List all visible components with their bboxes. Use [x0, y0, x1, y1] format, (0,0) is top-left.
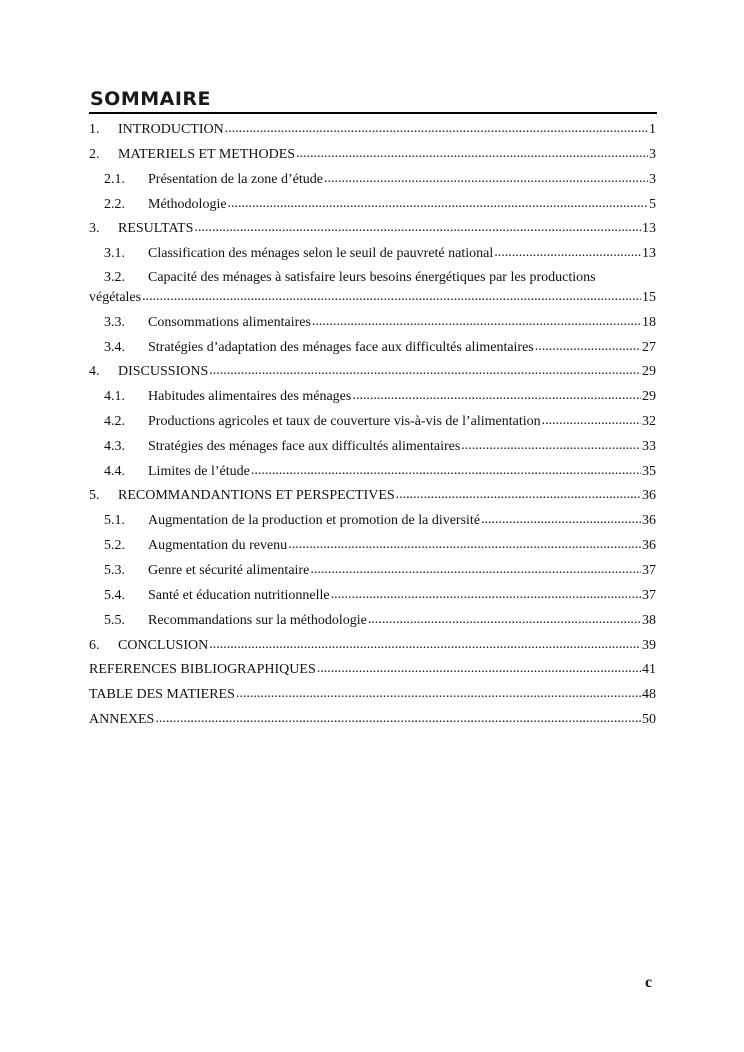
toc-text: Stratégies des ménages face aux difficultés alimentaires: [148, 439, 461, 454]
toc-number: 2.: [89, 147, 100, 162]
toc-page: 3: [649, 147, 656, 162]
toc-number: 1.: [89, 122, 100, 137]
toc-number: 3.3.: [104, 315, 125, 330]
toc-entry[interactable]: [89, 245, 656, 263]
toc-text: Capacité des ménages à satisfaire leurs besoins énergétiques par les productions: [148, 270, 596, 285]
toc-leader: [324, 171, 648, 183]
toc-text: RECOMMANDANTIONS ET PERSPECTIVES: [118, 488, 395, 503]
toc-text: DISCUSSIONS: [118, 364, 209, 379]
toc-number: 4.4.: [104, 464, 125, 479]
toc-text: MATERIELS ET METHODES: [118, 147, 296, 162]
toc-page: 35: [642, 464, 656, 479]
toc-page: 29: [642, 364, 656, 379]
page-number-footer: c: [645, 974, 653, 991]
toc-number: 5.5.: [104, 613, 125, 628]
toc-leader: [209, 363, 641, 375]
toc-text: Limites de l’étude: [148, 464, 250, 479]
toc-number: 2.2.: [104, 197, 125, 212]
toc-entry-first-line[interactable]: [89, 270, 656, 288]
toc-leader: [155, 711, 641, 723]
toc-entry[interactable]: [89, 438, 656, 456]
toc-page: 27: [642, 340, 656, 355]
toc-leader: [288, 537, 641, 549]
toc-entry[interactable]: [89, 487, 656, 505]
toc-text: Genre et sécurité alimentaire: [148, 563, 310, 578]
toc-page: 50: [642, 712, 656, 727]
toc-page: 38: [642, 613, 656, 628]
toc-entry[interactable]: [89, 339, 656, 357]
toc-text: ANNEXES: [89, 712, 155, 727]
toc-leader: [142, 289, 641, 301]
toc-page: 15: [642, 290, 656, 305]
toc-page: 36: [642, 538, 656, 553]
toc-entry[interactable]: [89, 512, 656, 530]
toc-entry[interactable]: [89, 661, 656, 679]
toc-leader: [228, 196, 648, 208]
toc-entry[interactable]: [89, 537, 656, 555]
toc-number: 5.: [89, 488, 100, 503]
toc-entry[interactable]: [89, 463, 656, 481]
toc-leader: [251, 463, 641, 475]
toc-leader: [352, 388, 641, 400]
toc-entry[interactable]: [89, 413, 656, 431]
toc-page: 37: [642, 563, 656, 578]
toc-leader: [296, 146, 648, 158]
toc-leader: [310, 562, 641, 574]
toc-leader: [461, 438, 641, 450]
toc-entry[interactable]: [89, 587, 656, 605]
toc-number: 3.1.: [104, 246, 125, 261]
toc-text: Augmentation du revenu: [148, 538, 288, 553]
toc-page: 37: [642, 588, 656, 603]
toc-page: 29: [642, 389, 656, 404]
toc-text: Stratégies d’adaptation des ménages face aux difficultés alimentaires: [148, 340, 534, 355]
toc-page: 3: [649, 172, 656, 187]
toc-entry[interactable]: [89, 146, 656, 164]
toc-page: 41: [642, 662, 656, 677]
toc-entry[interactable]: [89, 686, 656, 704]
toc-text: Santé et éducation nutritionnelle: [148, 588, 330, 603]
toc-leader: [481, 512, 641, 524]
toc-text: REFERENCES BIBLIOGRAPHIQUES: [89, 662, 316, 677]
toc-page: 1: [649, 122, 656, 137]
toc-page: 13: [642, 221, 656, 236]
toc-number: 3.2.: [104, 270, 125, 285]
toc-text: INTRODUCTION: [118, 122, 224, 137]
toc-leader: [542, 413, 641, 425]
toc-page: 39: [642, 638, 656, 653]
toc-text: Recommandations sur la méthodologie: [148, 613, 367, 628]
toc-entry[interactable]: [89, 363, 656, 381]
toc-page: 18: [642, 315, 656, 330]
toc-entry[interactable]: [89, 171, 656, 189]
toc-page: 32: [642, 414, 656, 429]
toc-text-continued: végétales: [89, 290, 142, 305]
toc-number: 3.4.: [104, 340, 125, 355]
toc-number: 5.4.: [104, 588, 125, 603]
toc-leader: [494, 245, 641, 257]
toc-number: 6.: [89, 638, 100, 653]
toc-entry[interactable]: [89, 388, 656, 406]
toc-entry[interactable]: [89, 562, 656, 580]
toc-leader: [312, 314, 641, 326]
toc-text: RESULTATS: [118, 221, 194, 236]
toc-number: 5.1.: [104, 513, 125, 528]
toc-page: 36: [642, 513, 656, 528]
toc-page: 48: [642, 687, 656, 702]
toc-entry[interactable]: [89, 612, 656, 630]
toc-leader: [535, 339, 641, 351]
toc-leader: [368, 612, 641, 624]
toc-leader: [209, 637, 641, 649]
toc-number: 4.2.: [104, 414, 125, 429]
toc-leader: [225, 121, 648, 133]
toc-page: 13: [642, 246, 656, 261]
toc-number: 5.2.: [104, 538, 125, 553]
toc-number: 3.: [89, 221, 100, 236]
toc-number: 2.1.: [104, 172, 125, 187]
toc-text: Productions agricoles et taux de couverture vis-à-vis de l’alimentation: [148, 414, 541, 429]
toc-leader: [194, 220, 641, 232]
toc-entry[interactable]: [89, 220, 656, 238]
toc-text: Augmentation de la production et promotion de la diversité: [148, 513, 481, 528]
toc-text: Présentation de la zone d’étude: [148, 172, 323, 187]
toc-entry[interactable]: [89, 196, 656, 214]
toc-entry[interactable]: [89, 637, 656, 655]
toc-page: 36: [642, 488, 656, 503]
toc-text: Habitudes alimentaires des ménages: [148, 389, 352, 404]
toc-text: CONCLUSION: [118, 638, 209, 653]
toc-number: 4.: [89, 364, 100, 379]
toc-number: 4.3.: [104, 439, 125, 454]
toc-number: 4.1.: [104, 389, 125, 404]
toc-text: Classification des ménages selon le seuil de pauvreté national: [148, 246, 494, 261]
toc-entry[interactable]: [89, 289, 656, 307]
toc-page: 5: [649, 197, 656, 212]
toc-entry[interactable]: [89, 314, 656, 332]
toc-leader: [331, 587, 641, 599]
toc-entry[interactable]: [89, 711, 656, 729]
toc-entry[interactable]: [89, 121, 656, 139]
toc-leader: [236, 686, 641, 698]
toc-text: Méthodologie: [148, 197, 227, 212]
toc-leader: [317, 661, 641, 673]
toc-text: Consommations alimentaires: [148, 315, 311, 330]
page-title: SOMMAIRE: [90, 88, 212, 110]
toc-page: 33: [642, 439, 656, 454]
toc-text: TABLE DES MATIERES: [89, 687, 235, 702]
toc-number: 5.3.: [104, 563, 125, 578]
toc-leader: [396, 487, 641, 499]
